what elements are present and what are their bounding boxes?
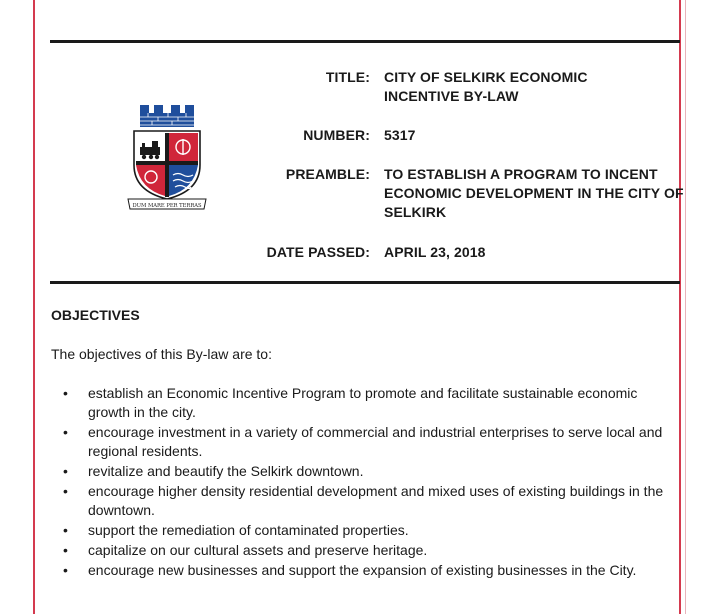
title-label: TITLE: [325,69,370,85]
objective-item [60,384,680,422]
bullet-icon: • [63,424,68,440]
date-passed-label: DATE PASSED: [266,244,370,260]
preamble-value: TO ESTABLISH A PROGRAM TO INCENT ECONOMIC DEVELOPMENT IN THE CITY OF SELKIRK [384,166,684,220]
bullet-icon: • [63,483,68,499]
preamble-label: PREAMBLE: [285,166,370,182]
bullet-icon: • [63,562,68,578]
bullet-icon: • [63,463,68,479]
header-bottom-rule [50,281,680,284]
objective-item [60,462,680,481]
objective-text: support the remediation of contaminated properties. [88,522,409,538]
page-margin-line-right-secondary [685,0,686,614]
city-crest-icon [126,103,208,215]
objectives-heading: OBJECTIVES [51,307,140,323]
objective-item [60,561,680,580]
objective-text: encourage higher density residential development and mixed uses of existing buildings in the downtown. [88,483,664,518]
objective-text: establish an Economic Incentive Program to promote and facilitate sustainable economic growth in the city. [88,385,638,420]
title-value: CITY OF SELKIRK ECONOMIC INCENTIVE BY-LAW [384,69,588,104]
page-margin-line-left [33,0,35,614]
objectives-list [60,384,680,581]
objective-item [60,521,680,540]
objective-text: encourage investment in a variety of commercial and industrial enterprises to serve local and regional residents. [88,424,663,459]
objective-item [60,423,680,461]
bullet-icon: • [63,522,68,538]
crest-motto: DUM MARE PER TERRAS [132,203,202,209]
number-label: NUMBER: [303,127,370,143]
bullet-icon: • [63,542,68,558]
objective-item [60,541,680,560]
number-value: 5317 [384,127,416,143]
objective-text: revitalize and beautify the Selkirk downtown. [88,463,364,479]
objectives-intro: The objectives of this By-law are to: [51,346,272,362]
objective-text: capitalize on our cultural assets and preserve heritage. [88,542,428,558]
bullet-icon: • [63,385,68,401]
objective-text: encourage new businesses and support the expansion of existing businesses in the City. [88,562,637,578]
objective-item [60,482,680,520]
header-top-rule [50,40,680,43]
date-passed-value: APRIL 23, 2018 [384,244,486,260]
